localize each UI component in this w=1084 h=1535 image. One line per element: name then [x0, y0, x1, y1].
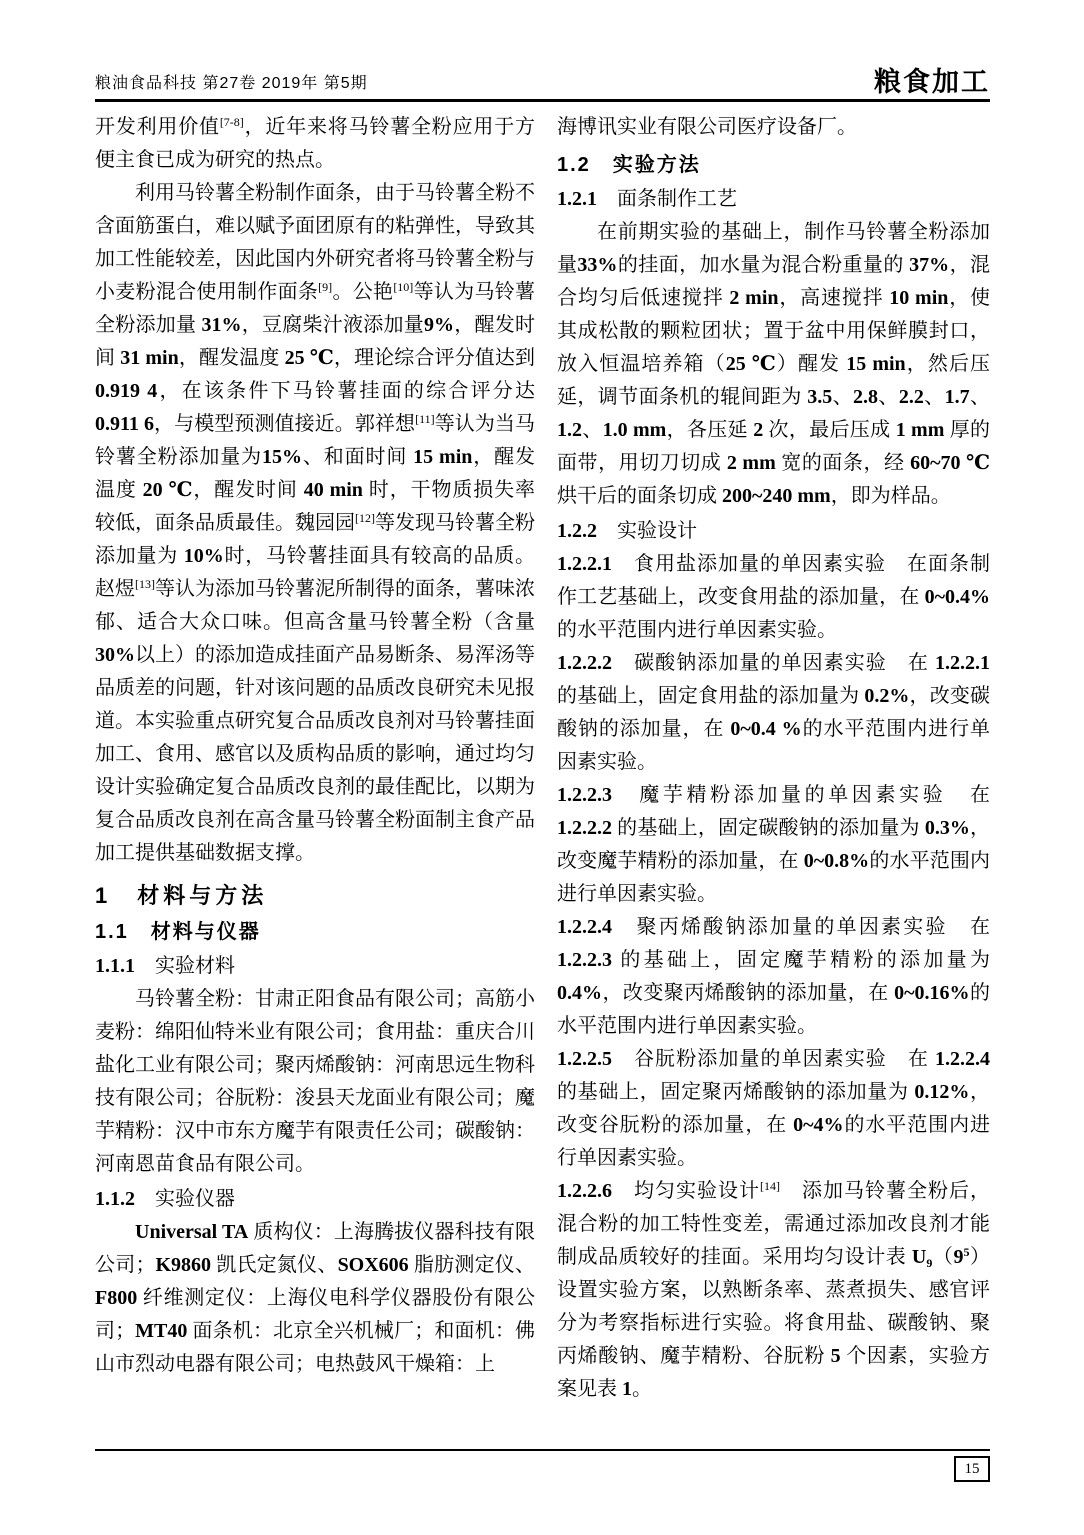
right-column	[557, 111, 990, 1447]
heading-1-2-1-noodle-process: 1.2.1 面条制作工艺	[557, 188, 737, 210]
paragraph-noodle-process: 在前期实验的基础上，制作马铃薯全粉添加量33%的挂面，加水量为混合粉重量的 37%，混合均匀后低速搅拌 2 min，高速搅拌 10 min，使其成松散的颗粒团状；置于盆中用保鲜膜封口，放入恒温培养箱（25 ℃）醒发 15 min，然后压延，调节面条机的辊间距为 3.5、2.8、2.2、1.7、1.2、1.0 mm，各压延 2 次，最后压成 1 mm 厚的面带，用切刀切成 2 mm 宽的面条，经 60~70 ℃烘干后的面条切成 200~240 mm，即为样品。	[557, 221, 990, 507]
paragraph-materials: 马铃薯全粉：甘肃正阳食品有限公司；高筋小麦粉：绵阳仙特米业有限公司；食用盐：重庆合川盐化工业有限公司；聚丙烯酸钠：河南思远生物科技有限公司；谷朊粉：浚县天龙面业有限公司；魔芋精粉：汉中市东方魔芋有限责任公司；碳酸钠：河南恩苗食品有限公司。	[95, 987, 535, 1175]
paragraph-1-2-2-6-uniform-design: 1.2.2.6 均匀实验设计[14] 添加马铃薯全粉后，混合粉的加工特性变差，需通过添加改良剂才能制成品质较好的挂面。采用均匀设计表 $U_9(9^5)$设置实验方案，以熟断条率、蒸煮损失、感官评分为考察指标进行实验。将食用盐、碳酸钠、聚丙烯酸钠、魔芋精粉、谷朊粉 5 个因素，实验方案见表 1。	[557, 1179, 990, 1400]
paragraph-1-2-2-3-konjac-flour: 1.2.2.3 魔芋精粉添加量的单因素实验 在 1.2.2.2 的基础上，固定碳酸钠的添加量为 0.3%，改变魔芋精粉的添加量，在 0~0.8%的水平范围内进行单因素实验。	[557, 784, 990, 905]
heading-1-2-2-experiment-design: 1.2.2 实验设计	[557, 520, 697, 542]
paragraph-1-2-2-5-gluten: 1.2.2.5 谷朊粉添加量的单因素实验 在 1.2.2.4 的基础上，固定聚丙烯酸钠的添加量为 0.12%，改变谷朊粉的添加量，在 0~4%的水平范围内进行单因素实验。	[557, 1048, 990, 1169]
section-label: 粮食加工	[874, 67, 990, 97]
heading-1-2-methods: 1.2 实验方法	[557, 154, 701, 176]
heading-1-1-1-materials: 1.1.1 实验材料	[95, 954, 235, 977]
paragraph-literature-review: 利用马铃薯全粉制作面条，由于马铃薯全粉不含面筋蛋白，难以赋予面团原有的粘弹性，导致其加工性能较差，因此国内外研究者将马铃薯全粉与小麦粉混合使用制作面条[9]。公艳[10]等认为马铃薯全粉添加量 31%，豆腐柴汁液添加量9%，醒发时间 31 min，醒发温度 25 ℃，理论综合评分值达到 0.919 4，在该条件下马铃薯挂面的综合评分达 0.911 6，与模型预测值接近。郭祥想[11]等认为当马铃薯全粉添加量为15%、和面时间 15 min，醒发温度 20 ℃，醒发时间 40 min 时，干物质损失率较低，面条品质最佳。魏园园[12]等发现马铃薯全粉添加量为 10%时，马铃薯挂面具有较高的品质。赵煜[13]等认为添加马铃薯泥所制得的面条，薯味浓郁、适合大众口味。但高含量马铃薯全粉（含量 30%以上）的添加造成挂面产品易断条、易浑汤等品质差的问题，针对该问题的品质改良研究未见报道。本实验重点研究复合品质改良剂对马铃薯挂面加工、食用、感官以及质构品质的影响，通过均匀设计实验确定复合品质改良剂的最佳配比，以期为复合品质改良剂在高含量马铃薯全粉面制主食产品加工提供基础数据支撑。	[95, 182, 536, 864]
paragraph-1-2-2-2-sodium-carbonate: 1.2.2.2 碳酸钠添加量的单因素实验 在 1.2.2.1 的基础上，固定食用盐的添加量为 0.2%，改变碳酸钠的添加量，在 0~0.4 %的水平范围内进行单因素实验。	[557, 652, 990, 773]
paragraph-1-2-2-4-sodium-polyacrylate: 1.2.2.4 聚丙烯酸钠添加量的单因素实验 在 1.2.2.3 的基础上，固定魔芋精粉的添加量为 0.4%，改变聚丙烯酸钠的添加量，在 0~0.16%的水平范围内进行单因素实验。	[557, 916, 990, 1037]
paragraph-instruments-tail: 海博讯实业有限公司医疗设备厂。	[557, 116, 857, 138]
paragraph-1-2-2-1-salt: 1.2.2.1 食用盐添加量的单因素实验 在面条制作工艺基础上，改变食用盐的添加量，在 0~0.4%的水平范围内进行单因素实验。	[557, 553, 990, 641]
left-column	[95, 111, 535, 1447]
heading-1-materials-methods: 1 材料与方法	[95, 883, 268, 908]
paragraph-instruments: Universal TA 质构仪：上海腾拔仪器科技有限公司；K9860 凯氏定氮仪、SOX606 脂肪测定仪、F800 纤维测定仪：上海仪电科学仪器股份有限公司；MT40 面条机：北京全兴机械厂；和面机：佛山市烈动电器有限公司；电热鼓风干燥箱：上	[95, 1220, 536, 1375]
heading-1-1-2-instruments: 1.1.2 实验仪器	[95, 1187, 235, 1210]
header-rule	[95, 99, 990, 102]
heading-1-1-materials-instruments: 1.1 材料与仪器	[95, 920, 261, 943]
paragraph-intro-tail: 开发利用价值[7-8]，近年来将马铃薯全粉应用于方便主食已成为研究的热点。	[95, 115, 536, 171]
journal-info: 粮油食品科技 第27卷 2019年 第5期	[95, 75, 368, 92]
page-number: 15	[954, 1456, 990, 1482]
article-body	[95, 111, 990, 1447]
page-header	[95, 58, 990, 98]
page-footer	[95, 1449, 990, 1482]
